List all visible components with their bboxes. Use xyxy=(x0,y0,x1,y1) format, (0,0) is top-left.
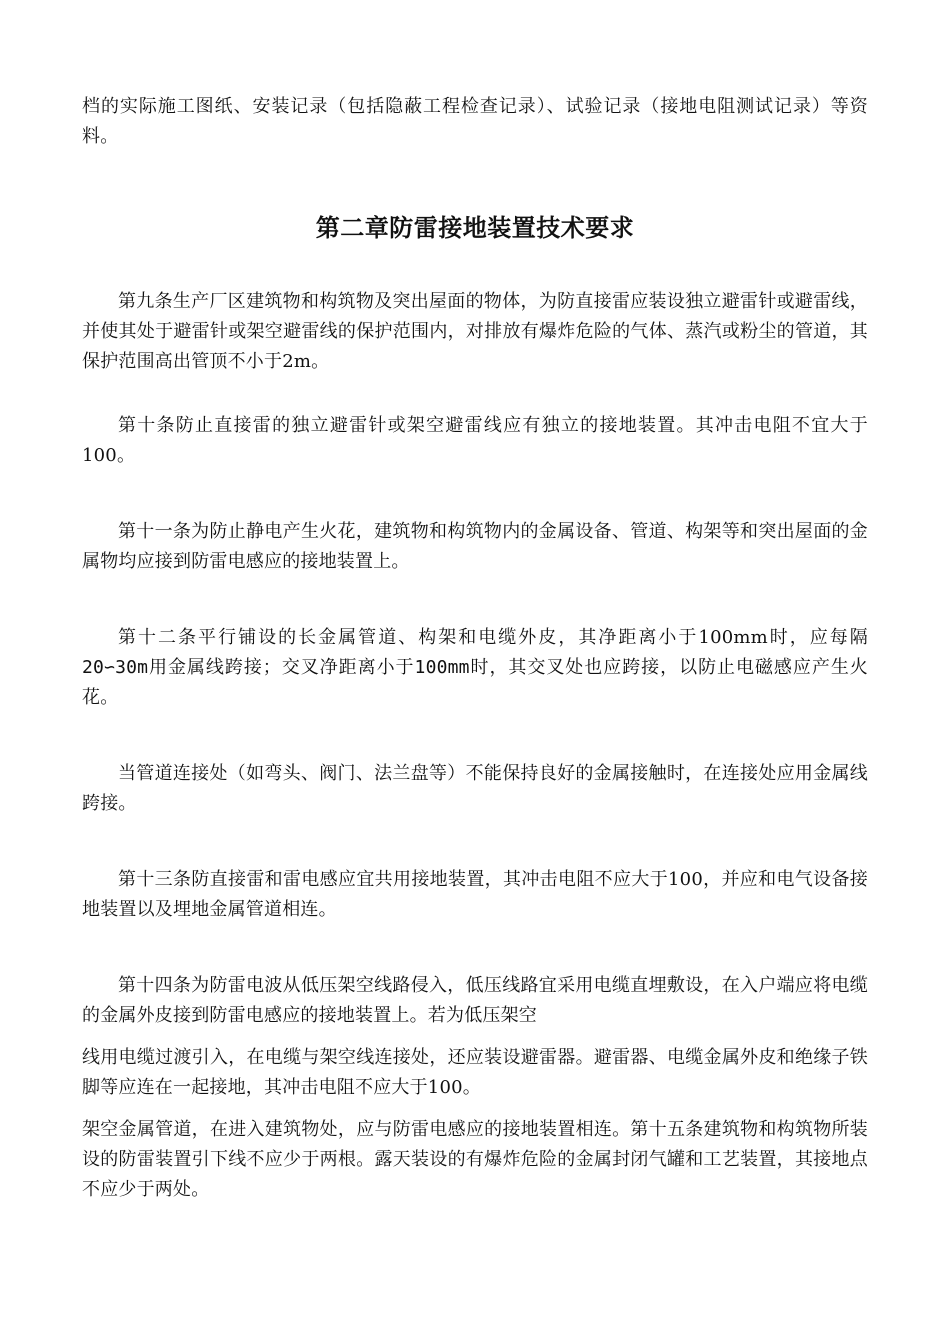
article-14-continued: 线用电缆过渡引入，在电缆与架空线连接处，还应装设避雷器。避雷器、电缆金属外皮和绝缘子铁脚等应连在一起接地，其冲击电阻不应大于100。 xyxy=(82,1047,868,1098)
article-14: 第十四条为防雷电波从低压架空线路侵入，低压线路宜采用电缆直埋敷设，在入户端应将电缆的金属外皮接到防雷电感应的接地装置上。若为低压架空 xyxy=(82,975,868,1026)
article-15: 架空金属管道，在进入建筑物处，应与防雷电感应的接地装置相连。第十五条建筑物和构筑物所装设的防雷装置引下线不应少于两根。露天装设的有爆炸危险的金属封闭气罐和工艺装置，其接地点不应少于两处。 xyxy=(82,1119,868,1200)
paragraph-continued: 档的实际施工图纸、安装记录（包括隐蔽工程检查记录）、试验记录（接地电阻测试记录）等资料。 xyxy=(82,96,868,147)
article-12-supplement: 当管道连接处（如弯头、阀门、法兰盘等）不能保持良好的金属接触时，在连接处应用金属线跨接。 xyxy=(82,763,868,814)
article-11: 第十一条为防止静电产生火花，建筑物和构筑物内的金属设备、管道、构架等和突出屋面的金属物均应接到防雷电感应的接地装置上。 xyxy=(82,521,868,572)
article-10: 第十条防止直接雷的独立避雷针或架空避雷线应有独立的接地装置。其冲击电阻不宜大于100。 xyxy=(82,415,868,466)
article-12-text-1: 第十二条平行铺设的长金属管道、构架和电缆外皮，其净距离小于100mm时，应每隔 xyxy=(118,627,868,648)
document-page xyxy=(82,92,868,1205)
article-12-text-2: 用金属线跨接；交叉净距离小于 xyxy=(148,657,415,678)
article-13: 第十三条防直接雷和雷电感应宜共用接地装置，其冲击电阻不应大于100，并应和电气设备接地装置以及埋地金属管道相连。 xyxy=(82,869,868,920)
article-12-distance: 100mm xyxy=(414,657,470,678)
article-9: 第九条生产厂区建筑物和构筑物及突出屋面的物体，为防直接雷应装设独立避雷针或避雷线，并使其处于避雷针或架空避雷线的保护范围内，对排放有爆炸危险的气体、蒸汽或粉尘的管道，其保护范围高出管顶不小于2m。 xyxy=(82,291,868,372)
article-12-spacing: 20∽30m xyxy=(82,657,149,678)
chapter-title: 第二章防雷接地装置技术要求 xyxy=(315,213,635,242)
article-12-text-3: 时，其交叉处也应跨接，以防止电磁感应产生火花。 xyxy=(82,657,868,708)
article-12 xyxy=(82,623,868,713)
